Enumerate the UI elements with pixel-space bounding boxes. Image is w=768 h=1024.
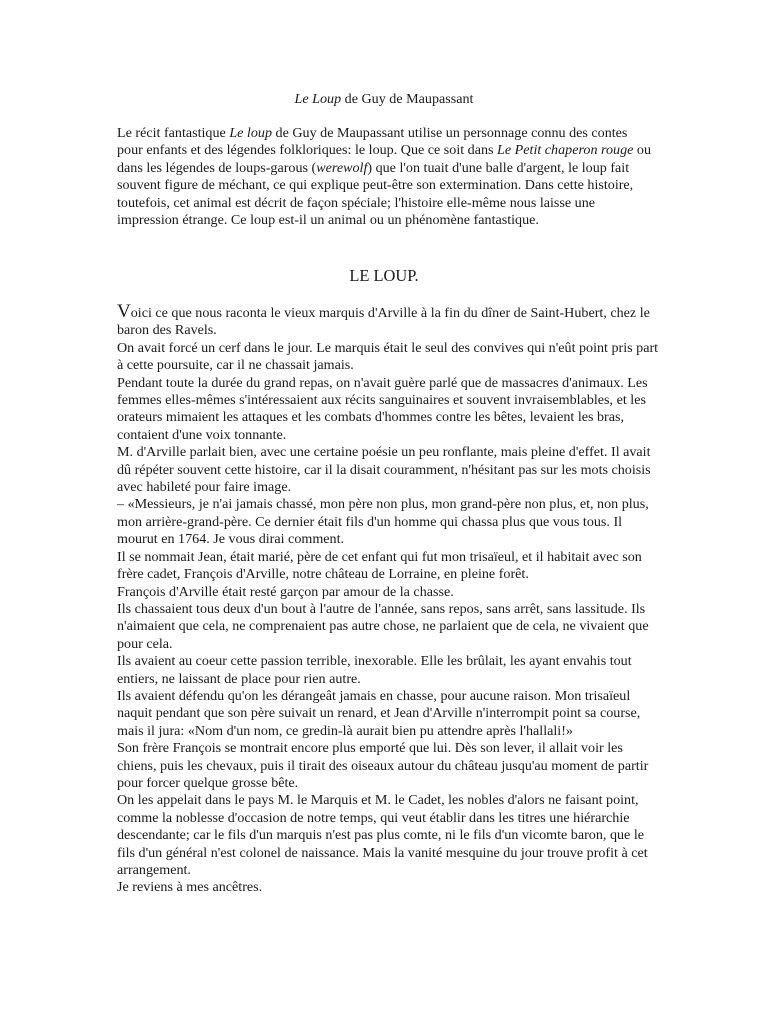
story-paragraph: On les appelait dans le pays M. le Marquis et M. le Cadet, les nobles d'alors ne faisant point, comme la noblesse d'occasion de notre temps, qui veut établir dans les titres une hiérarchie descendante; car le fils d'un marquis n'est pas plus comte, ni le fils d'un vicomte baron, que le fils d'un général n'est colonel de naissance. Mais la vanité mesquine du jour trouve profit à cet arrangement.: [117, 792, 648, 878]
story-paragraph: Ils avaient au coeur cette passion terrible, inexorable. Elle les brûlait, les ayant envahis tout entiers, ne laissant de place pour rien autre.: [117, 653, 632, 687]
intro-text-3: ou dans les légendes de loups-garous (: [117, 142, 652, 176]
story-paragraph-text: oici ce que nous raconta le vieux marquis d'Arville à la fin du dîner de Saint-Hubert, chez le baron des Ravels.: [117, 305, 650, 339]
intro-italic-2: Le Petit chaperon rouge: [497, 142, 634, 159]
story-paragraph: François d'Arville était resté garçon par amour de la chasse.: [117, 583, 454, 600]
intro-text-1: Le récit fantastique: [117, 125, 230, 141]
story-paragraph: M. d'Arville parlait bien, avec une certaine poésie un peu ronflante, mais pleine d'effet. Il avait dû répéter souvent cette histoire, car il la disait couramment, n'hésitant pas sur les mots choisis avec habileté pour faire image.: [117, 444, 651, 496]
story-paragraph: Ils avaient défendu qu'on les dérangeât jamais en chasse, pour aucune raison. Mon trisaïeul naquit pendant que son père suivait un renard, et Jean d'Arville n'interrompit point sa course, mais il jura: «Nom d'un nom, ce gredin-là aurait bien pu attendre après l'hallali!»: [117, 687, 641, 739]
story-paragraph: Il se nommait Jean, était marié, père de cet enfant qui fut mon trisaïeul, et il habitait avec son frère cadet, François d'Arville, notre château de Lorraine, en pleine forêt.: [117, 548, 642, 583]
story-paragraph: Son frère François se montrait encore plus emporté que lui. Dès son lever, il allait voir les chiens, puis les chevaux, puis il tirait des oiseaux autour du château jusqu'au moment de partir pour forcer quelque grosse bête.: [117, 740, 649, 791]
story-paragraph: Pendant toute la durée du grand repas, on n'avait guère parlé que de massacres d'animaux. Les femmes elles-mêmes s'intéressaient aux récits sanguinaires et souvent invraisemblables, et les orateurs mimaient les attaques et les combats d'hommes contre les bêtes, levaient les bras, contaient d'une voix tonnante.: [117, 374, 648, 443]
story-body: [117, 303, 665, 897]
title-italic: Le Loup: [294, 91, 342, 107]
drop-cap: V: [117, 301, 131, 322]
intro-text-4: ) que l'on tuait d'une balle d'argent, le loup fait souvent figure de méchant, ce qui explique peut-être son extermination. Dans cette histoire, toutefois, cet animal est décrit de façon spéciale; l'histoire elle-même nous laisse une impression étrange. Ce loup est-il un animal ou un phénomène fantastique.: [117, 159, 634, 229]
intro-italic-3: werewolf: [316, 159, 368, 176]
document-title: [0, 91, 768, 108]
story-paragraph: Ils chassaient tous deux d'un bout à l'autre de l'année, sans repos, sans arrêt, sans lassitude. Ils n'aimaient que cela, ne comprenaient pas autre chose, ne parlaient que de cela, ne vivaient que pour cela.: [117, 600, 649, 652]
story-title: LE LOUP.: [349, 266, 419, 285]
intro-italic-1: Le loup: [229, 125, 272, 141]
story-paragraph: On avait forcé un cerf dans le jour. Le marquis était le seul des convives qui n'eût point pris part à cette poursuite, car il ne chassait jamais.: [117, 339, 659, 374]
intro-text-2: de Guy de Maupassant utilise un personnage connu des contes pour enfants et des légendes folkloriques: le loup. Que ce soit dans: [117, 125, 628, 159]
story-paragraph: [117, 303, 665, 340]
title-author: de Guy de Maupassant: [341, 91, 474, 107]
story-paragraph: – «Messieurs, je n'ai jamais chassé, mon père non plus, mon grand-père non plus, et, non plus, mon arrière-grand-père. Ce dernier était fils d'un homme qui chassa plus que vous tous. Il mourut en 1764. Je vous dirai comment.: [117, 496, 649, 548]
story-paragraph: Je reviens à mes ancêtres.: [117, 879, 263, 896]
intro-paragraph: [117, 125, 653, 229]
